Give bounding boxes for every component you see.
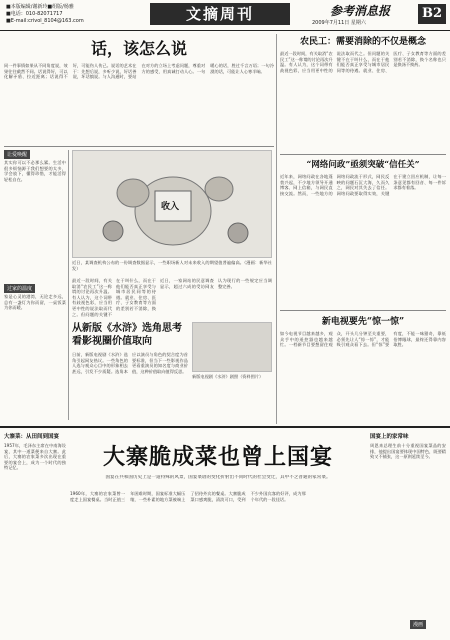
- shuihu-photo: [192, 322, 272, 372]
- bottom-right-title: 国宴上的家常味: [370, 434, 409, 440]
- cartoon-image: [72, 150, 272, 258]
- left-text-1: 其实你可以不必那么累。生活中很多烦恼源于我们想要的太多，学会放下，懂得珍惜，才能活得轻松自在。: [4, 160, 66, 182]
- article-dazhai: [70, 432, 366, 636]
- middle-text: 最近一段时间，有关取消“农民工”这一称谓的讨论再次升温。有人认为，这个词带有歧视色彩，应当用更中性的说法取而代之。但问题的关键不在于叫什么，而在于他们能否真正享受与城市居民同等的待遇。就业、住房、医疗、子女教育等方面的差别若不消除，换: [72, 278, 156, 317]
- article-speech: [4, 34, 274, 144]
- article-migrant: [280, 34, 446, 152]
- article-shuihu: [72, 322, 272, 422]
- contact-line: ■电话：010-82071717: [6, 11, 63, 17]
- article-dazhai-title: 大寨脆成菜也曾上国宴: [102, 444, 333, 470]
- quote-box: [160, 278, 272, 320]
- left-column: [4, 150, 66, 420]
- shuihu-photo-caption: 新版电视剧《水浒》剧照（资料图片）: [192, 374, 264, 379]
- bottom-right-tag: 漫画: [410, 620, 426, 629]
- email-line: ■E-mail:crivol_8104@163.com: [6, 18, 84, 24]
- article-migrant-body: 最近一段时间，有关取消“农民工”这一称谓的讨论再次升温。有人认为，这个词带有歧视色彩，应当用更中性的说法取而代之。但问题的关键不在于叫什么，而在于他们能否真正享受与城市居民同等的待遇。就业、住房、医疗、子女教育等方面的差别若不消除，换个名称也只是换汤不换药。: [280, 51, 446, 73]
- left-title-2: 过家的温度: [4, 284, 35, 293]
- article-netpolitics: [280, 158, 446, 308]
- masthead: [0, 0, 450, 30]
- paper-name: 参考消息报: [330, 4, 391, 18]
- article-netpolitics-title: “网络问政”亟须突破“信任关”: [306, 160, 420, 170]
- article-shuihu-title: 从新版《水浒》选角思考看影视圈价值取向: [72, 323, 182, 347]
- article-migrant-title: 农民工：需要消除的不仅是概念: [299, 37, 426, 47]
- quote-text: 近日，一家网站的民意调查显示，超过六成的受访网友认为现行的一些规定应当调整完善。: [160, 278, 272, 289]
- bottom-left-body: 1957年，毛泽东主席在中南海设宴，其中一道菜便来自大寨。此后，大寨的农家菜多次出现在重要的宴会上，成为一个时代的独特记忆。: [4, 443, 66, 471]
- editor-line: ■本版编辑/谢新玲■组版/杨雅: [6, 4, 74, 10]
- bottom-left-title: 大寨菜：从田间到国宴: [4, 434, 60, 440]
- article-netpolitics-body: 近年来，网络问政在各地蓬勃兴起，不少地方领导开通博客、网上信箱，与网民直接交流。然而，一些地方的网络问政流于形式，网民反映的问题石沉大海，久而久之，网民对其失去了信任。网络问政要取得实效，关键在于建立回应机制，让每一条意见都有回音、每一件诉求都有着落。: [280, 174, 446, 196]
- article-tv-body: 如今电视节目越来越多，观众手中的遥控器也越来越忙。一档新节目要想留住观众，开头几分钟至关重要，必须先让人“惊一惊”，才能吸引观众看下去。但“惊”要有度，不能一味猎奇，靠低俗博眼球，最终还得靠内容取胜。: [280, 331, 446, 348]
- article-speech-body: 同一件事情如果从不同角度说，效果往往截然不同。话说得好，可以化解矛盾、拉近距离；话说得不好，可能伤人伤己。说话的艺术在于：先想后说，多听少说，好话善说，坏话慎说。与人沟通时，要站在对方的立场上考虑问题，尊重对方的感受，用真诚打动人心。一句暖心的话，胜过千言万语；一句冷漠的话，可能让人心寒半晌。: [4, 63, 274, 80]
- bottom-right-column: [370, 432, 446, 636]
- article-dazhai-body: 1960年，大寨的农家菜曾一度走上国宴餐桌。当时正值三年困难时期，国宴标准大幅压缩，一些朴素的地方菜被端上了招待外宾的餐桌。大寨脆成菜口感爽脆，清淡可口，受到不少外国宾客的好评，成为那个年代的一段佳话。: [70, 491, 306, 502]
- bottom-right-body: 周恩来总理生前十分重视国宴菜品的安排，他提出国宴要体现中国特色，既要精致又不铺张，这一原则延续至今。: [370, 443, 446, 460]
- left-text-2: 家是心灵的港湾，无论走多远，总有一盏灯为你而留，一桌饭菜为你而暖。: [4, 294, 66, 311]
- cartoon-caption: 近日，某调查机构公布的一份调查数据显示，一些职场新人对未来收入的期望值普遍偏高。（漫画：新华社发）: [72, 260, 272, 271]
- coin-label: 收入: [161, 202, 180, 212]
- article-speech-title: 话，该怎么说: [90, 39, 187, 58]
- bottom-left-column: [4, 432, 66, 636]
- section-title-banner: [150, 3, 290, 25]
- masthead-rule: [0, 30, 450, 31]
- section-title: 文摘周刊: [185, 5, 254, 23]
- article-tv: [280, 314, 446, 424]
- article-tv-title: 新电视要先“惊一惊”: [321, 317, 405, 327]
- left-title-1: 让爱唤醒: [4, 150, 30, 159]
- article-dazhai-subtitle: 国宴在共和国历史上是一道特殊的风景，国宴菜谱的变化折射出不同时代的社会变迁，其中不乏普通的家常菜。: [105, 475, 331, 480]
- page-code: B2: [418, 4, 446, 24]
- article-shuihu-body: 日前，新版电视剧《水浒》选角引起网友热议。一些角色的人选与观众心目中的形象相去甚远，引发不少质疑。选角本应以演员与角色的契合度为首要标准，但当下一些影视作品更看重演员的知名度与商业价值，这种价值取向值得反思。: [72, 352, 188, 374]
- date-line: 2009年7月11日 星期六: [312, 20, 366, 26]
